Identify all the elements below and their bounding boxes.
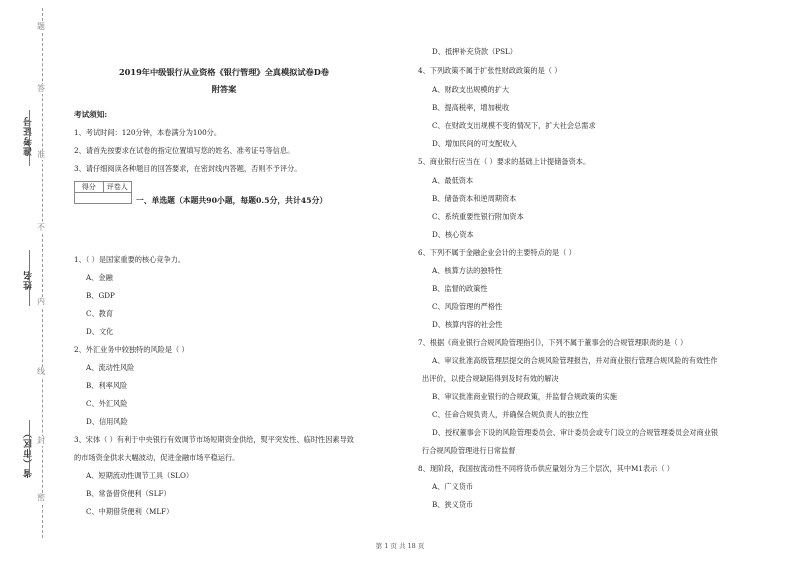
option: D、授权董事会下设的风险管理委员会、审计委员会或专门设立的合规管理委员会对商业银 (432, 428, 719, 437)
score-box (74, 181, 132, 204)
seal-mark: 题 (37, 22, 45, 31)
question-continued: 的市场资金供求大幅波动，促进金融市场平稳运行。 (74, 453, 240, 462)
exam-id-field[interactable] (29, 110, 30, 166)
option: C、教育 (86, 309, 114, 318)
notice-heading: 考试须知: (74, 110, 108, 119)
seal-mark: 密 (37, 493, 45, 502)
question: 8、现阶段，我国按流动性不同将货币供应量划分为三个层次，其中M1表示（ ） (418, 464, 674, 473)
option: D、增加民间的可支配收入 (432, 139, 517, 148)
option: B、GDP (86, 291, 115, 300)
option: A、短期流动性调节工具（SLO） (86, 471, 194, 480)
binding-strip (0, 0, 60, 565)
page-footer: 第 1 页 共 18 页 (375, 542, 425, 550)
question: 3、宋体（ ）有利于中央银行有效调节市场短期资金供给，熨平突发性、临时性因素导致 (74, 435, 354, 444)
question: 7、根据《商业银行合规风险管理指引》，下列不属于董事会的合规管理职责的是（ ） (418, 338, 688, 347)
score-cell: 得分 (75, 182, 104, 193)
name-field[interactable] (29, 250, 30, 306)
option: C、中期借贷便利（MLF） (86, 507, 174, 516)
option: C、外汇风险 (86, 399, 128, 408)
option: B、提高税率，增加税收 (432, 103, 510, 112)
option: C、风险管理的严格性 (432, 302, 503, 311)
notice-item: 1、考试时间：120分钟，本卷满分为100分。 (74, 128, 222, 137)
option: C、任命合规负责人，并确保合规负责人的独立性 (432, 410, 589, 419)
option: A、流动性风险 (86, 363, 135, 372)
option: D、核心资本 (432, 230, 474, 239)
option: A、广义货币 (432, 482, 474, 491)
seal-mark: 封 (37, 436, 45, 445)
notice-item: 2、请首先按要求在试卷的指定位置填写您的姓名、准考证号等信息。 (74, 146, 295, 155)
question: 4、下列政策不属于扩张性财政政策的是（ ） (418, 66, 562, 75)
name-label: 姓名 (24, 270, 34, 290)
seal-mark: 内 (37, 297, 45, 306)
option-continued: 行合规风险管理进行日常监督 (422, 446, 516, 455)
question: 6、下列不属于金融企业会计的主要特点的是（ ） (418, 248, 576, 257)
question: 1、（ ）是国家重要的核心竞争力。 (74, 255, 186, 264)
option: B、审议批准商业银行的合规政策，并监督合规政策的实施 (432, 392, 617, 401)
option-continued: 出评价，以使合规缺陷得到及时有效的解决 (422, 374, 559, 383)
option: B、常备借贷便利（SLF） (86, 489, 171, 498)
seal-mark: 准 (37, 150, 45, 159)
question: 5、商业银行应当在（ ）要求的基础上计提储备资本。 (418, 157, 591, 166)
province-field[interactable] (29, 420, 30, 476)
exam-subtitle: 附答案 (211, 84, 237, 94)
option: C、系统重要性银行附加资本 (432, 212, 524, 221)
notice-item: 3、请仔细阅读各种题目的回答要求，在密封线内答题，否则不予评分。 (74, 164, 302, 173)
grader-cell: 评卷人 (104, 182, 132, 193)
option: C、在财政支出规模不变的情况下，扩大社会总需求 (432, 121, 596, 130)
option: D、核算内容的社会性 (432, 320, 503, 329)
province-label: 省（市区） (24, 428, 34, 478)
option: A、核算方法的独特性 (432, 266, 502, 275)
option: D、信用风险 (86, 417, 128, 426)
option: A、财政支出规模的扩大 (432, 85, 510, 94)
option: B、监督的政策性 (432, 284, 488, 293)
option: B、狭义货币 (432, 500, 474, 509)
seal-mark: 不 (37, 223, 45, 232)
seal-mark: 答 (37, 84, 45, 93)
option: A、金融 (86, 273, 113, 282)
question: 2、外汇业务中较独特的风险是（ ） (74, 345, 189, 354)
option: B、利率风险 (86, 381, 128, 390)
exam-id-label: 准考证号 (24, 116, 34, 156)
exam-title: 2019年中级银行从业资格《银行管理》全真模拟试卷D卷 (118, 67, 329, 77)
option: A、审议批准高级管理层提交的合规风险管理报告，并对商业银行管理合规风险的有效性作 (432, 356, 718, 365)
option: D、文化 (86, 327, 114, 336)
section-title: 一、单选题（本题共90小题，每题0.5分，共计45分） (136, 196, 328, 205)
option: A、最低资本 (432, 176, 474, 185)
option: B、储备资本和逆周期资本 (432, 194, 517, 203)
seal-mark: 线 (37, 367, 45, 376)
option: D、抵押补充贷款（PSL） (432, 47, 517, 56)
